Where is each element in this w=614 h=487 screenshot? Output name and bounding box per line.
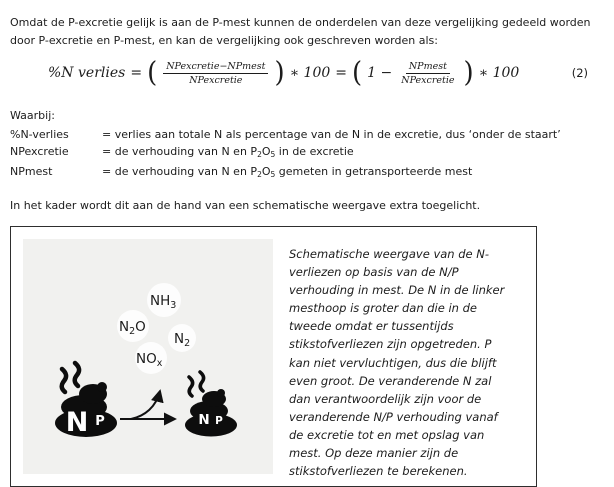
equation: [48, 56, 520, 90]
svg-text:NOx: $NO_x$: [136, 351, 163, 369]
caption-line: Schematische weergave van de N-: [289, 247, 490, 261]
definition-term: NPmest: [10, 165, 53, 178]
definition-row-npmest: [10, 163, 604, 183]
definition-desc: = verlies aan totale N als percentage van de N in de excretie, dus ‘onder de staart’: [102, 128, 561, 141]
equation-equals-2: =: [335, 65, 348, 81]
fraction-1-denominator: NPexcretie: [189, 74, 243, 86]
figure-caption: [289, 239, 505, 479]
caption-line: even groot. De veranderende N zal: [289, 373, 492, 388]
gas-bubble-n2o: [117, 310, 149, 342]
caption-line: veranderende N/P verhouding vanaf: [289, 409, 498, 424]
gas-bubble-n2: [168, 324, 196, 352]
caption-line: kan niet vervluchtigen, dus die blijft: [289, 355, 497, 370]
definition-desc: = de verhouding van N en $P_2O_5$ in de excretie: [102, 145, 354, 159]
fraction-2-denominator: NPexcretie: [401, 74, 455, 86]
definitions-table: [10, 126, 604, 183]
caption-line: tweede omdat er tussentijds: [289, 319, 454, 334]
caption-line: mest. Op deze manier zijn de: [289, 446, 459, 461]
schematic-svg: [23, 239, 273, 474]
paren-close-2: ): [463, 56, 474, 90]
emission-arrow-icon: [131, 391, 160, 419]
equation-equals-1: =: [130, 65, 143, 81]
svg-text:NH3: $NH_3$: [150, 293, 177, 311]
paren-close-1: ): [274, 56, 285, 90]
caption-line: dan verantwoordelijk zijn voor de: [289, 391, 482, 406]
svg-text:N: N: [198, 412, 210, 428]
caption-line: stikstofverliezen zijn opgetreden. P: [289, 337, 492, 352]
steam-left-icon: [62, 363, 79, 392]
svg-text:N2O: $N_2O$: [119, 319, 146, 337]
fraction-1-numerator: NPexcretie−NPmest: [163, 61, 268, 74]
svg-text:N2: $N_2$: [174, 331, 191, 349]
definition-term: NPexcretie: [10, 145, 69, 158]
intro-paragraph: [10, 14, 604, 50]
caption-line: verhouding in mest. De N in de linker: [289, 283, 505, 298]
figure-box: [10, 226, 537, 487]
definition-term: %N-verlies: [10, 128, 69, 141]
equation-row: [10, 56, 604, 90]
gas-bubble-nh3: [147, 283, 181, 317]
waarbij-label: Waarbij:: [10, 109, 55, 122]
equation-mult-1: ∗ 100: [289, 65, 331, 81]
definition-row-n-verlies: [10, 126, 604, 143]
intro-line-1: Omdat de P-excretie gelijk is aan de P-mest kunnen de onderdelen van deze vergelijking gedeeld worden: [10, 16, 591, 29]
fraction-2: [398, 61, 457, 86]
kader-paragraph: In het kader wordt dit aan de hand van een schematische weergave extra toegelicht.: [10, 199, 481, 212]
caption-line: verliezen op basis van de N/P: [289, 265, 459, 280]
caption-line: de excretie tot en met opslag van: [289, 427, 485, 442]
gas-bubble-nox: [135, 342, 167, 374]
definition-row-npexcretie: [10, 143, 604, 163]
equation-lhs: %N verlies: [48, 65, 126, 81]
paren-open-2: (: [352, 56, 363, 90]
steam-right-icon: [189, 372, 204, 396]
equation-number: (2): [571, 66, 588, 80]
diagram-panel: [23, 239, 273, 474]
svg-text:P: P: [215, 415, 223, 427]
paren-open-1: (: [147, 56, 158, 90]
svg-text:N: N: [65, 407, 89, 438]
svg-text:P: P: [95, 414, 105, 429]
caption-line: stikstofverliezen te berekenen.: [289, 464, 468, 479]
caption-line: mesthoop is groter dan die in de: [289, 301, 477, 316]
fraction-1: [163, 61, 268, 86]
definition-desc: = de verhouding van N en $P_2O_5$ gemeten in getransporteerde mest: [102, 165, 473, 179]
equation-mult-2: ∗ 100: [478, 65, 520, 81]
fraction-2-numerator: NPmest: [406, 61, 450, 74]
intro-line-2: door P-excretie en P-mest, en kan de vergelijking ook geschreven worden als:: [10, 34, 438, 47]
equation-one-minus: 1 −: [367, 65, 393, 81]
